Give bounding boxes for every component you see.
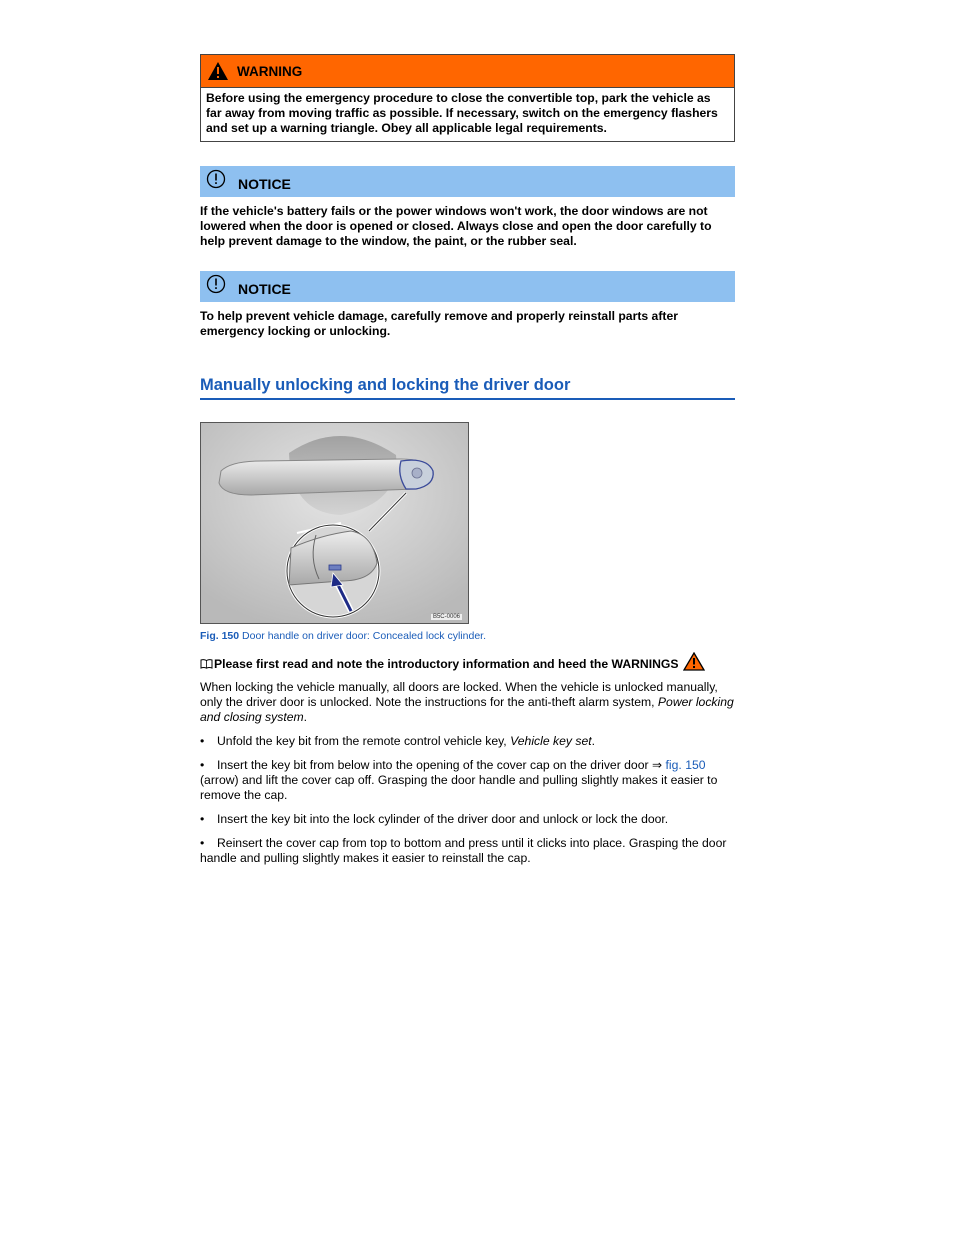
figure-door-handle: [200, 422, 469, 624]
manual-page: [200, 54, 735, 866]
bullet-dot: •: [200, 836, 205, 850]
notice-header: [200, 271, 735, 302]
warning-title: WARNING: [237, 63, 303, 79]
list-item: [200, 812, 735, 827]
list-item: [200, 734, 735, 749]
list-item-text: Insert the key bit from below into the opening of the cover cap on the driver door: [217, 758, 652, 772]
door-handle-illustration: [201, 423, 468, 623]
notice-text: To help prevent vehicle damage, carefully remove and properly reinstall parts after emergency locking or unlocking.: [200, 309, 678, 338]
book-icon: [200, 658, 213, 669]
bullet-dot: •: [200, 758, 205, 772]
list-item: [200, 758, 735, 803]
notice-header: [200, 166, 735, 197]
body-paragraph: [200, 680, 735, 725]
list-item: [200, 836, 735, 866]
warning-triangle-icon: [207, 61, 229, 81]
notice-title: NOTICE: [238, 280, 291, 297]
cross-reference[interactable]: Power locking and closing system: [200, 695, 734, 724]
paragraph-text: When locking the vehicle manually, all doors are locked. When the vehicle is unlocked manually, only the driver door is unlocked. Note the instructions for the anti-theft alarm system,: [200, 680, 718, 709]
intro-text: Please first read and note the introductory information and heed the WARNINGS: [214, 656, 679, 671]
list-item-text: Insert the key bit into the lock cylinder of the driver door and unlock or lock the door.: [217, 812, 669, 826]
bullet-dot: •: [200, 734, 205, 748]
figure-number: Fig. 150: [200, 630, 240, 642]
figure-code: B5C-0006: [432, 614, 460, 620]
warning-triangle-icon: [683, 652, 705, 671]
list-item-text: .: [591, 734, 595, 748]
notice-title: NOTICE: [238, 175, 291, 192]
exclamation-circle-icon: [206, 169, 226, 189]
intro-note: [200, 656, 735, 671]
figure-caption-text: Door handle on driver door: Concealed lock cylinder.: [239, 630, 486, 642]
cross-reference[interactable]: Vehicle key set: [510, 734, 592, 748]
notice-box: [200, 166, 735, 249]
list-item-text: Reinsert the cover cap from top to bottom and press until it clicks into place. Grasping the door handle and pulling slightly makes it easier to reinstall the cap.: [200, 836, 727, 865]
list-item-text: Unfold the key bit from the remote control vehicle key,: [217, 734, 511, 748]
bullet-dot: •: [200, 812, 205, 826]
paragraph-text: .: [303, 710, 308, 724]
figure-caption: [200, 630, 735, 642]
list-item-text: (arrow) and lift the cover cap off. Grasping the door handle and pulling slightly makes it easier to remove the cap.: [200, 773, 718, 802]
exclamation-circle-icon: [206, 274, 226, 294]
warning-text: Before using the emergency procedure to close the convertible top, park the vehicle as far away from moving traffic as possible. If necessary, switch on the emergency flashers and set up a warning triangle. Obey all applicable legal requirements.: [206, 91, 718, 135]
arrow-glyph: ⇒: [651, 758, 663, 772]
notice-text: If the vehicle's battery fails or the power windows won't work, the door windows are not lowered when the door is opened or closed. Always close and open the door carefully to help prevent damage to the window, the paint, or the rubber seal.: [200, 204, 712, 248]
notice-box: [200, 271, 735, 339]
warning-box: [200, 54, 735, 142]
figure-link[interactable]: fig. 150: [665, 758, 706, 772]
warning-header: [201, 55, 734, 88]
section-title: Manually unlocking and locking the driver door: [200, 376, 735, 400]
